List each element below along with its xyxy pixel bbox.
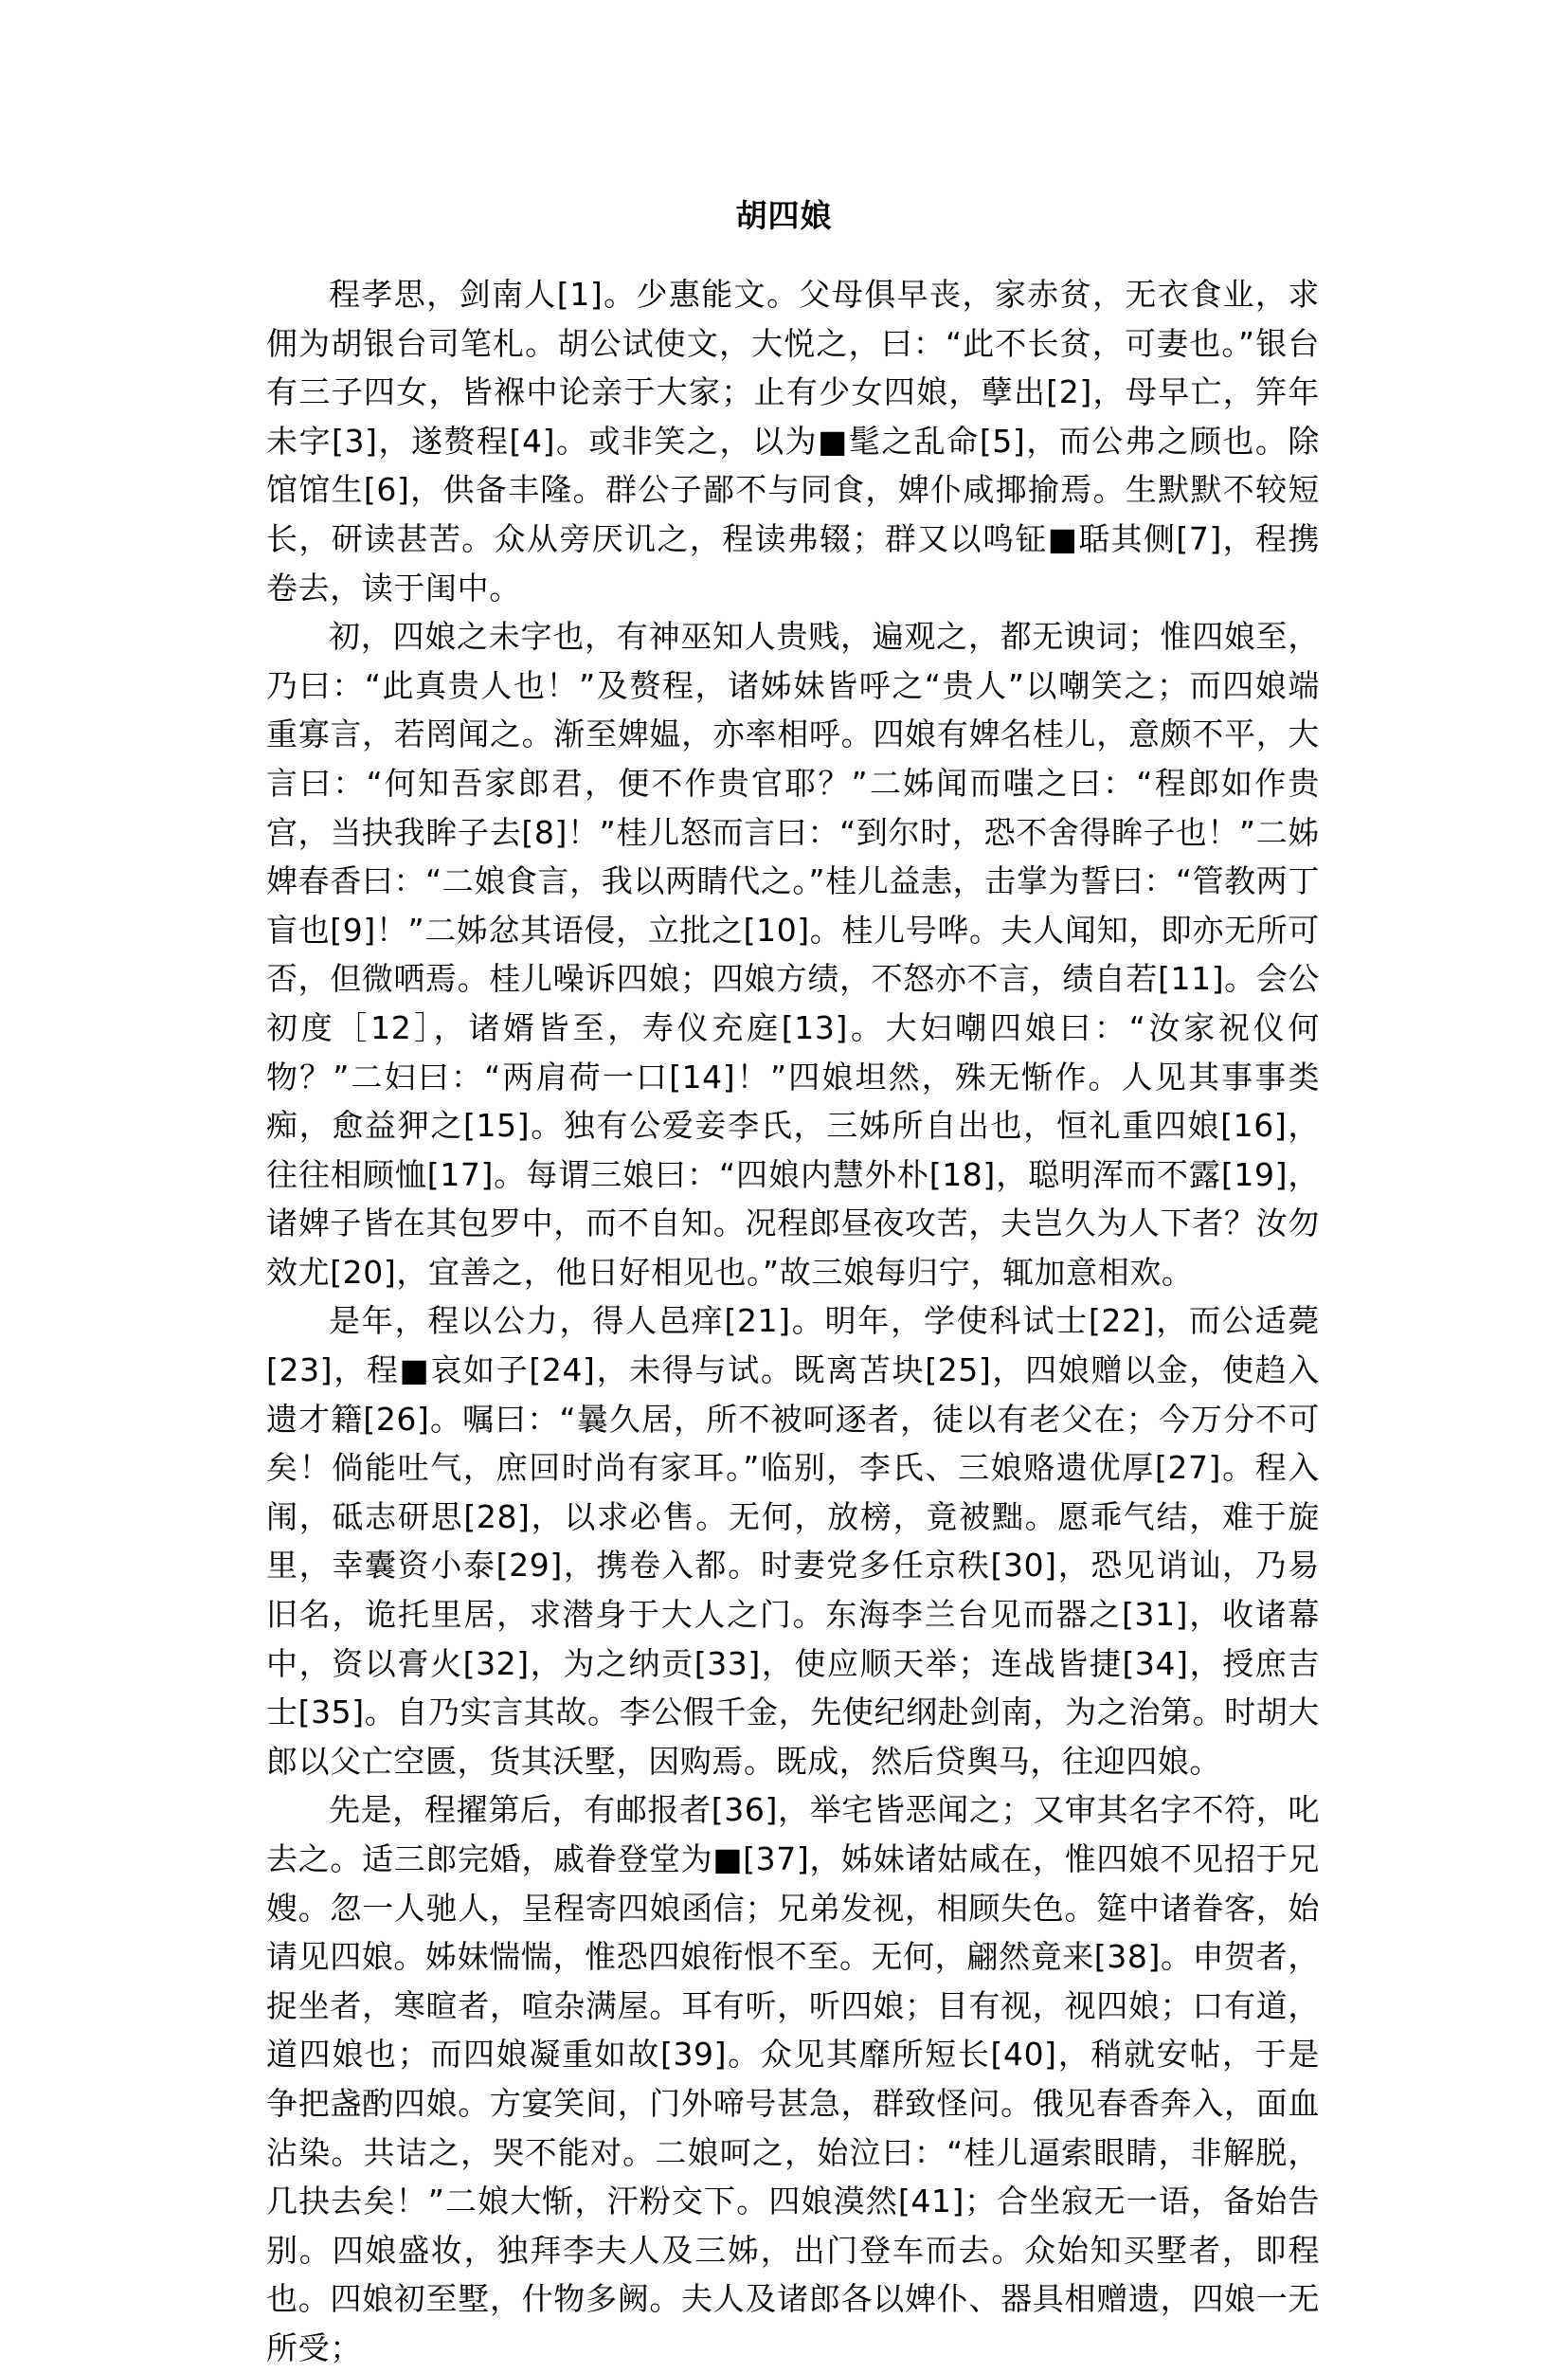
paragraph-1: 程孝思，剑南人[1]。少惠能文。父母俱早丧，家赤贫，无衣食业，求佣为胡银台司笔札。胡公试使文，大悦之，曰：“此不长贫，可妻也。”银台有三子四女，皆褓中论亲于大家；止有少女四娘，孽出[2]，母早亡，笄年未字[3]，遂赘程[4]。或非笑之，以为■髦之乱命[5]，而公弗之顾也。除馆馆生[6]，供备丰隆。群公子鄙不与同食，婢仆咸揶揄焉。生默默不较短长，研读甚苦。众从旁厌讥之，程读弗辍；群又以鸣钲■聒其侧[7]，程携卷去，读于闺中。: [266, 276, 1320, 607]
paragraph-2: 初，四娘之未字也，有神巫知人贵贱，遍观之，都无谀词；惟四娘至，乃曰：“此真贵人也！”及赘程，诸姊妹皆呼之“贵人”以嘲笑之；而四娘端重寡言，若罔闻之。渐至婢媪，亦率相呼。四娘有婢名桂儿，意颇不平，大言曰：“何知吾家郎君，便不作贵官耶？”二姊闻而嗤之曰：“程郎如作贵宫，当抉我眸子去[8]！”桂儿怒而言曰：“到尔时，恐不舍得眸子也！”二姊婢春香曰：“二娘食言，我以两睛代之。”桂儿益恚，击掌为誓曰：“管教两丁盲也[9]！”二姊忿其语侵，立批之[10]。桂儿号哗。夫人闻知，即亦无所可否，但微哂焉。桂儿噪诉四娘；四娘方绩，不怒亦不言，绩自若[11]。会公初度［12］，诸婿皆至，寿仪充庭[13]。大妇嘲四娘曰：“汝家祝仪何物？”二妇曰：“两肩荷一口[14]！”四娘坦然，殊无惭作。人见其事事类痴，愈益狎之[15]。独有公爱妾李氏，三姊所自出也，恒礼重四娘[16]，往往相顾恤[17]。每谓三娘曰：“四娘内慧外朴[18]，聪明浑而不露[19]，诸婢子皆在其包罗中，而不自知。况程郎昼夜攻苦，夫岂久为人下者？汝勿效尤[20]，宜善之，他日好相见也。”故三娘每归宁，辄加意相欢。: [266, 618, 1320, 1291]
document-title: 胡四娘: [735, 197, 833, 234]
document-body: [266, 270, 1320, 2373]
paragraph-4: 先是，程擢第后，有邮报者[36]，举宅皆恶闻之；又审其名字不符，叱去之。适三郎完婚，戚眷登堂为■[37]，姊妹诸姑咸在，惟四娘不见招于兄嫂。忽一人驰人，呈程寄四娘函信；兄弟发视，相顾失色。筵中诸眷客，始请见四娘。姊妹惴惴，惟恐四娘衔恨不至。无何，翩然竟来[38]。申贺者，捉坐者，寒暄者，喧杂满屋。耳有听，听四娘；目有视，视四娘；口有道，道四娘也；而四娘凝重如故[39]。众见其靡所短长[40]，稍就安帖，于是争把盏酌四娘。方宴笑间，门外啼号甚急，群致怪问。俄见春香奔入，面血沾染。共诘之，哭不能对。二娘呵之，始泣曰：“桂儿逼索眼睛，非解脱，几抉去矣！”二娘大惭，汗粉交下。四娘漠然[41]；合坐寂无一语，备始告别。四娘盛妆，独拜李夫人及三姊，出门登车而去。众始知买墅者，即程也。四娘初至墅，什物多阙。夫人及诸郎各以婢仆、器具相赠遗，四娘一无所受；: [266, 1791, 1320, 2366]
paragraph-3: 是年，程以公力，得人邑痒[21]。明年，学使科试士[22]，而公适薨[23]，程■哀如子[24]，未得与试。既离苫块[25]，四娘赠以金，使趋入遗才籍[26]。嘱曰：“曩久居，所不被呵逐者，徒以有老父在；今万分不可矣！倘能吐气，庶回时尚有家耳。”临别，李氏、三娘赂遗优厚[27]。程入闱，砥志研思[28]，以求必售。无何，放榜，竟被黜。愿乖气结，难于旋里，幸囊资小泰[29]，携卷入都。时妻党多任京秩[30]，恐见诮讪，乃易旧名，诡托里居，求潜身于大人之门。东海李兰台见而器之[31]，收诸幕中，资以膏火[32]，为之纳贡[33]，使应顺天举；连战皆捷[34]，授庶吉士[35]。自乃实言其故。李公假千金，先使纪纲赴剑南，为之治第。时胡大郎以父亡空匮，货其沃墅，因购焉。既成，然后贷舆马，往迎四娘。: [266, 1302, 1320, 1780]
